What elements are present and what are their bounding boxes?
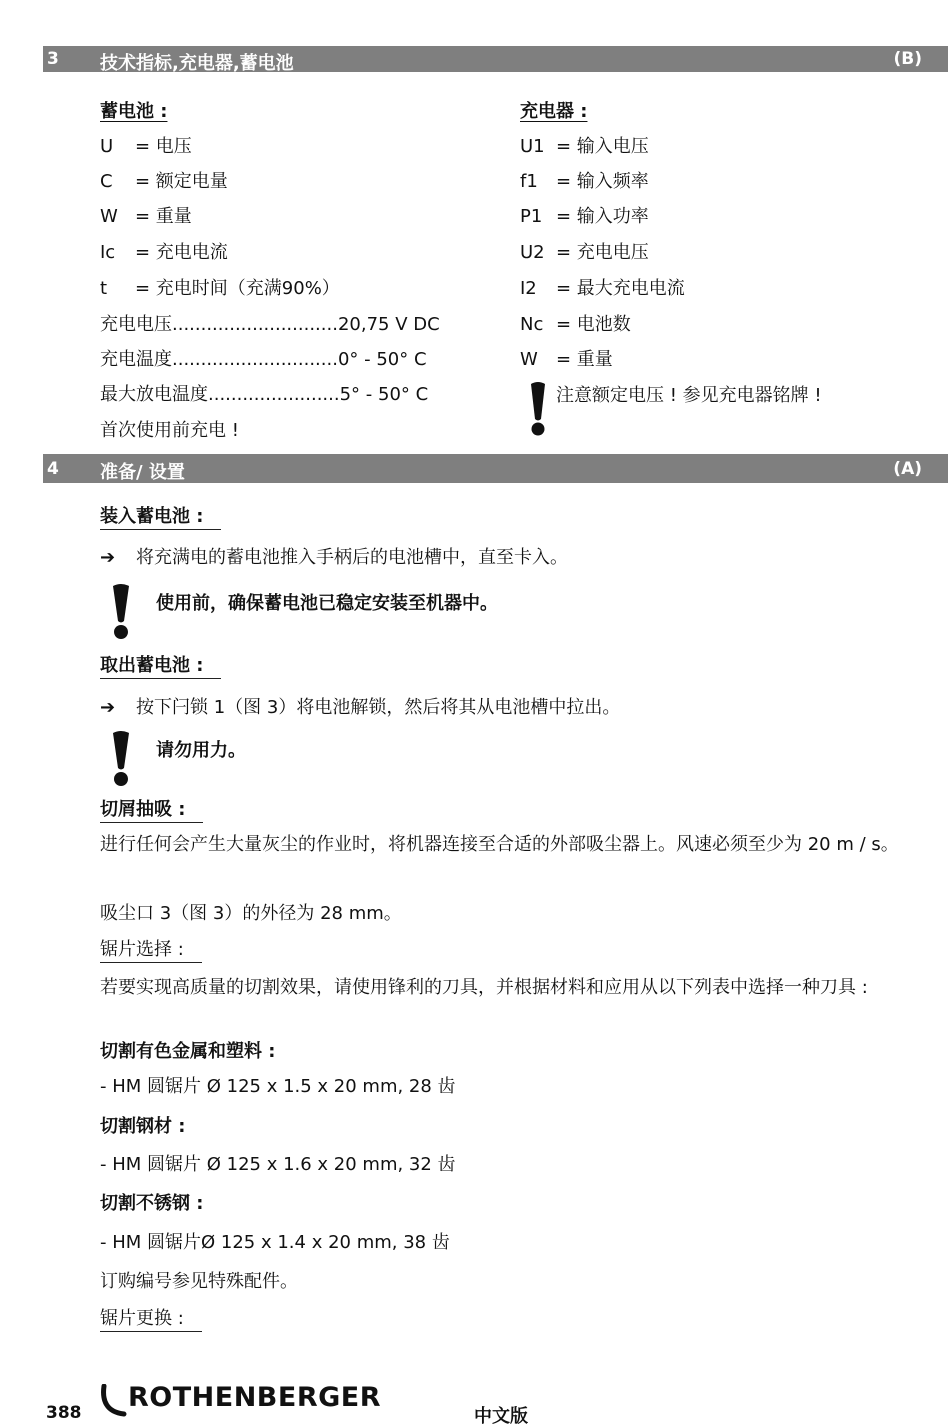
charger-row — [520, 132, 649, 158]
remove-warning: 请勿用力。 — [156, 740, 246, 761]
section-code: (B) — [893, 49, 922, 69]
spec-leader: ............................. — [172, 314, 338, 335]
dust-text-2: 吸尘口 3（图 3）的外径为 28 mm。 — [100, 903, 402, 924]
battery-symbol: U — [100, 136, 114, 157]
blade-item-value: - HM 圆锯片Ø 125 x 1.4 x 20 mm, 38 齿 — [100, 1232, 450, 1253]
insert-step — [100, 543, 568, 569]
charger-warning: 注意额定电压 ! 参见充电器铭牌 ! — [556, 385, 822, 406]
remove-heading-text: 取出蓄电池 : — [100, 654, 221, 679]
blade-item-label: 切割不锈钢 : — [100, 1193, 204, 1214]
battery-description: = 充电电流 — [135, 242, 228, 263]
spec-value: 20,75 V DC — [337, 314, 440, 335]
battery-description: = 充电时间（充满90%） — [135, 278, 340, 299]
battery-heading: 蓄电池 : — [100, 101, 168, 122]
spec-leader: ....................... — [208, 384, 340, 405]
charger-row — [520, 310, 631, 336]
section-3-header — [43, 46, 948, 72]
blade-heading — [100, 938, 202, 963]
spec-row — [100, 380, 428, 406]
charger-description: = 重量 — [556, 349, 613, 370]
battery-symbol: t — [100, 278, 108, 299]
battery-symbol: W — [100, 206, 118, 227]
logo-swoosh-icon — [100, 1384, 130, 1418]
spec-row — [100, 310, 440, 336]
blade-item-label: 切割钢材 : — [100, 1116, 186, 1137]
remove-heading — [100, 654, 221, 679]
spec-row — [100, 345, 427, 371]
warning-icon — [110, 731, 132, 787]
blade-text: 若要实现高质量的切割效果，请使用锋利的刀具，并根据材料和应用从以下列表中选择一种刀具 : — [100, 977, 868, 998]
battery-row — [100, 202, 192, 228]
brand-logo — [100, 1382, 380, 1420]
charger-symbol: f1 — [520, 171, 538, 192]
charger-heading: 充电器 : — [520, 101, 588, 122]
insert-heading — [100, 505, 221, 530]
blade-heading-text: 锯片选择 : — [100, 938, 202, 963]
language-label: 中文版 — [474, 1406, 528, 1427]
charger-description: = 充电电压 — [556, 242, 649, 263]
battery-symbol: Ic — [100, 242, 116, 263]
order-note: 订购编号参见特殊配件。 — [100, 1271, 298, 1292]
blade-item-value: - HM 圆锯片 Ø 125 x 1.6 x 20 mm, 32 齿 — [100, 1154, 456, 1175]
blade-change-heading — [100, 1307, 202, 1332]
remove-step-text: 按下闩锁 1（图 3）将电池解锁，然后将其从电池槽中拉出。 — [136, 697, 621, 718]
brand-name: ROTHENBERGER — [128, 1382, 382, 1413]
spec-label: 充电温度 — [100, 349, 172, 370]
spec-label: 充电电压 — [100, 314, 172, 335]
charger-row — [520, 345, 613, 371]
charger-symbol: P1 — [520, 206, 543, 227]
insert-heading-text: 装入蓄电池 : — [100, 505, 221, 530]
battery-description: = 电压 — [135, 136, 192, 157]
spec-leader: ............................. — [172, 349, 338, 370]
blade-change-heading-text: 锯片更换 : — [100, 1307, 202, 1332]
warning-icon — [110, 584, 132, 640]
charger-row — [520, 202, 649, 228]
section-4-header — [43, 454, 948, 483]
charger-description: = 输入电压 — [556, 136, 649, 157]
section-title: 准备/ 设置 — [100, 462, 185, 483]
charger-symbol: U2 — [520, 242, 545, 263]
battery-row — [100, 167, 228, 193]
charger-description: = 输入频率 — [556, 171, 649, 192]
spec-value: 5° - 50° C — [339, 384, 429, 405]
section-title: 技术指标,充电器,蓄电池 — [100, 53, 294, 74]
charger-description: = 输入功率 — [556, 206, 649, 227]
arrow-right-icon: ➔ — [100, 547, 116, 568]
battery-row — [100, 238, 228, 264]
arrow-right-icon: ➔ — [100, 697, 116, 718]
battery-description: = 重量 — [135, 206, 192, 227]
blade-item-label: 切割有色金属和塑料 : — [100, 1041, 276, 1062]
insert-step-text: 将充满电的蓄电池推入手柄后的电池槽中，直至卡入。 — [136, 547, 568, 568]
page-number: 388 — [46, 1403, 82, 1423]
charger-description: = 电池数 — [556, 314, 631, 335]
charger-description: = 最大充电电流 — [556, 278, 685, 299]
section-number: 4 — [47, 459, 59, 479]
charger-symbol: I2 — [520, 278, 537, 299]
spec-value: 0° - 50° C — [337, 349, 427, 370]
battery-row — [100, 132, 192, 158]
section-code: (A) — [893, 459, 922, 479]
dust-text: 进行任何会产生大量灰尘的作业时，将机器连接至合适的外部吸尘器上。风速必须至少为 20 m / s。 — [100, 834, 899, 855]
charger-symbol: W — [520, 349, 538, 370]
charger-row — [520, 167, 649, 193]
battery-row — [100, 274, 340, 300]
spec-label: 最大放电温度 — [100, 384, 208, 405]
remove-step — [100, 693, 620, 719]
blade-item-value: - HM 圆锯片 Ø 125 x 1.5 x 20 mm, 28 齿 — [100, 1076, 456, 1097]
dust-heading-text: 切屑抽吸 : — [100, 798, 203, 823]
charger-symbol: Nc — [520, 314, 544, 335]
section-number: 3 — [47, 49, 59, 69]
battery-description: = 额定电量 — [135, 171, 228, 192]
charger-symbol: U1 — [520, 136, 545, 157]
battery-note: 首次使用前充电 ! — [100, 420, 239, 441]
dust-heading — [100, 798, 203, 823]
battery-symbol: C — [100, 171, 113, 192]
insert-warning: 使用前，确保蓄电池已稳定安装至机器中。 — [156, 593, 498, 614]
warning-icon — [528, 381, 548, 437]
charger-row — [520, 238, 649, 264]
charger-row — [520, 274, 685, 300]
